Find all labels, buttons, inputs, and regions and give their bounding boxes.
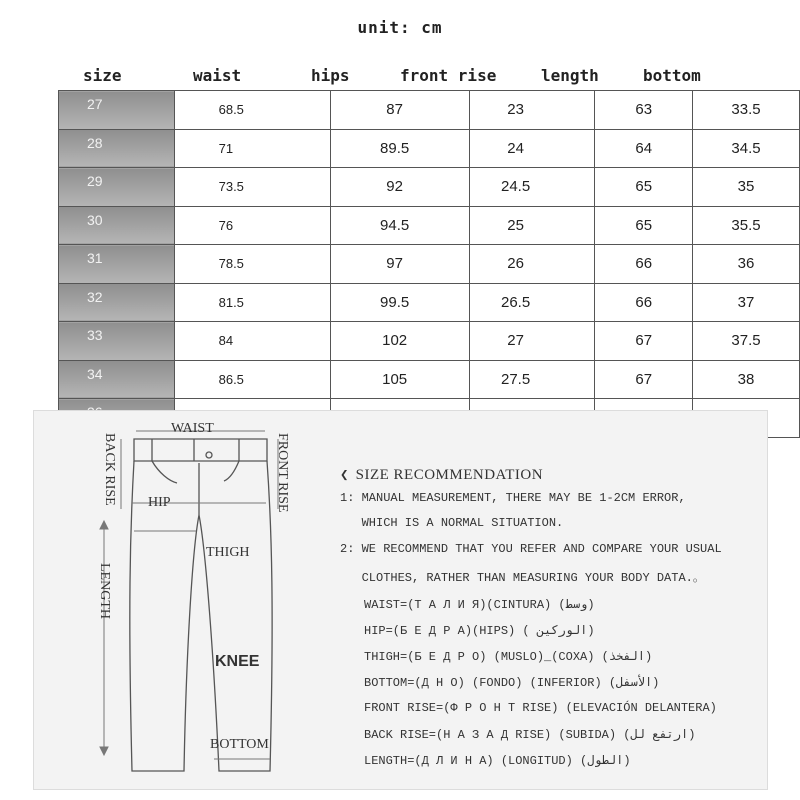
recommendation-line-1: 1: MANUAL MEASUREMENT, THERE MAY BE 1-2CM ERROR,: [340, 491, 686, 505]
cell-hips: 105: [330, 360, 469, 399]
cell-front-rise: 27.5: [469, 360, 595, 399]
recommendation-line-2: WHICH IS A NORMAL SITUATION.: [340, 516, 564, 530]
diagram-waist-label: WAIST: [171, 421, 214, 436]
translation-thigh: THIGH=(Б Е Д Р О) (MUSLO)_(COXA) (الفخذ): [364, 650, 653, 664]
translation-waist: WAIST=(Т А Л И Я)(CINTURA) (وسط): [364, 598, 595, 612]
unit-label: unit: cm: [357, 18, 443, 37]
header-waist: waist: [193, 66, 242, 85]
cell-size: 32: [59, 283, 175, 322]
cell-front-rise: 24.5: [469, 168, 595, 207]
cell-hips: 97: [330, 245, 469, 284]
table-row: [59, 360, 800, 399]
cell-front-rise: 27: [469, 322, 595, 361]
table-row: [59, 322, 800, 361]
cell-bottom: 35: [692, 168, 799, 207]
cell-length: 67: [595, 360, 693, 399]
cell-size: 31: [59, 245, 175, 284]
table-row: [59, 283, 800, 322]
waistband-outline: [134, 439, 267, 461]
cell-waist: 71: [174, 129, 330, 168]
header-bottom: bottom: [643, 66, 701, 85]
cell-bottom: 33.5: [692, 91, 799, 130]
diagram-length-label: LENGTH: [97, 563, 112, 619]
cell-waist: 84: [174, 322, 330, 361]
cell-waist: 86.5: [174, 360, 330, 399]
translation-hip: HIP=(Б Е Д Р А)(HIPS) ( الوركين): [364, 624, 595, 638]
cell-size: 29: [59, 168, 175, 207]
recommendation-line-3: 2: WE RECOMMEND THAT YOU REFER AND COMPARE YOUR USUAL: [340, 542, 722, 556]
size-table: [58, 90, 800, 438]
cell-size: 34: [59, 360, 175, 399]
cell-front-rise: 23: [469, 91, 595, 130]
translation-front-rise: FRONT RISE=(Ф Р О Н Т RISE) (ELEVACIÓN DELANTERA): [364, 701, 717, 715]
cell-bottom: 38: [692, 360, 799, 399]
cell-hips: 89.5: [330, 129, 469, 168]
cell-length: 64: [595, 129, 693, 168]
diagram-knee-label: KNEE: [215, 653, 260, 670]
header-front-rise: front rise: [400, 66, 497, 85]
recommendation-line-4: CLOTHES, RATHER THAN MEASURING YOUR BODY DATA.。: [340, 571, 705, 585]
translation-back-rise: BACK RISE=(Н А З А Д RISE) (SUBIDA) (ارتفع لل): [364, 728, 696, 742]
table-row: [59, 91, 800, 130]
size-guide-panel: [33, 410, 768, 790]
cell-waist: 76: [174, 206, 330, 245]
cell-hips: 92: [330, 168, 469, 207]
header-hips: hips: [311, 66, 350, 85]
cell-length: 67: [595, 322, 693, 361]
cell-waist: 68.5: [174, 91, 330, 130]
cell-front-rise: 26: [469, 245, 595, 284]
cell-length: 66: [595, 283, 693, 322]
diagram-bottom-label: BOTTOM: [210, 737, 269, 752]
table-row: [59, 206, 800, 245]
table-row: [59, 129, 800, 168]
cell-waist: 78.5: [174, 245, 330, 284]
cell-length: 65: [595, 206, 693, 245]
translation-bottom: BOTTOM=(Д Н О) (FONDO) (INFERIOR) (الأسفل): [364, 676, 660, 690]
cell-bottom: 36: [692, 245, 799, 284]
cell-size: 27: [59, 91, 175, 130]
cell-bottom: 35.5: [692, 206, 799, 245]
table-row: [59, 245, 800, 284]
cell-length: 66: [595, 245, 693, 284]
cell-front-rise: 25: [469, 206, 595, 245]
diagram-back-rise-label: BACK RISE: [102, 433, 117, 506]
cell-length: 65: [595, 168, 693, 207]
recommendation-title: ❮ SIZE RECOMMENDATION: [340, 467, 544, 484]
header-length: length: [541, 66, 599, 85]
cell-size: 28: [59, 129, 175, 168]
header-size: size: [83, 66, 122, 85]
diagram-thigh-label: THIGH: [206, 545, 250, 560]
cell-waist: 73.5: [174, 168, 330, 207]
chevron-left-icon: ❮: [340, 468, 349, 484]
cell-front-rise: 26.5: [469, 283, 595, 322]
cell-length: 63: [595, 91, 693, 130]
cell-front-rise: 24: [469, 129, 595, 168]
cell-bottom: 34.5: [692, 129, 799, 168]
cell-bottom: 37.5: [692, 322, 799, 361]
cell-hips: 99.5: [330, 283, 469, 322]
cell-size: 30: [59, 206, 175, 245]
cell-waist: 81.5: [174, 283, 330, 322]
cell-hips: 87: [330, 91, 469, 130]
cell-size: 33: [59, 322, 175, 361]
cell-bottom: 37: [692, 283, 799, 322]
diagram-front-rise-label: FRONT RISE: [275, 433, 290, 513]
diagram-hip-label: HIP: [148, 495, 171, 510]
translation-length: LENGTH=(Д Л И Н А) (LONGITUD) (الطول): [364, 754, 631, 768]
table-row: [59, 168, 800, 207]
cell-hips: 94.5: [330, 206, 469, 245]
cell-hips: 102: [330, 322, 469, 361]
